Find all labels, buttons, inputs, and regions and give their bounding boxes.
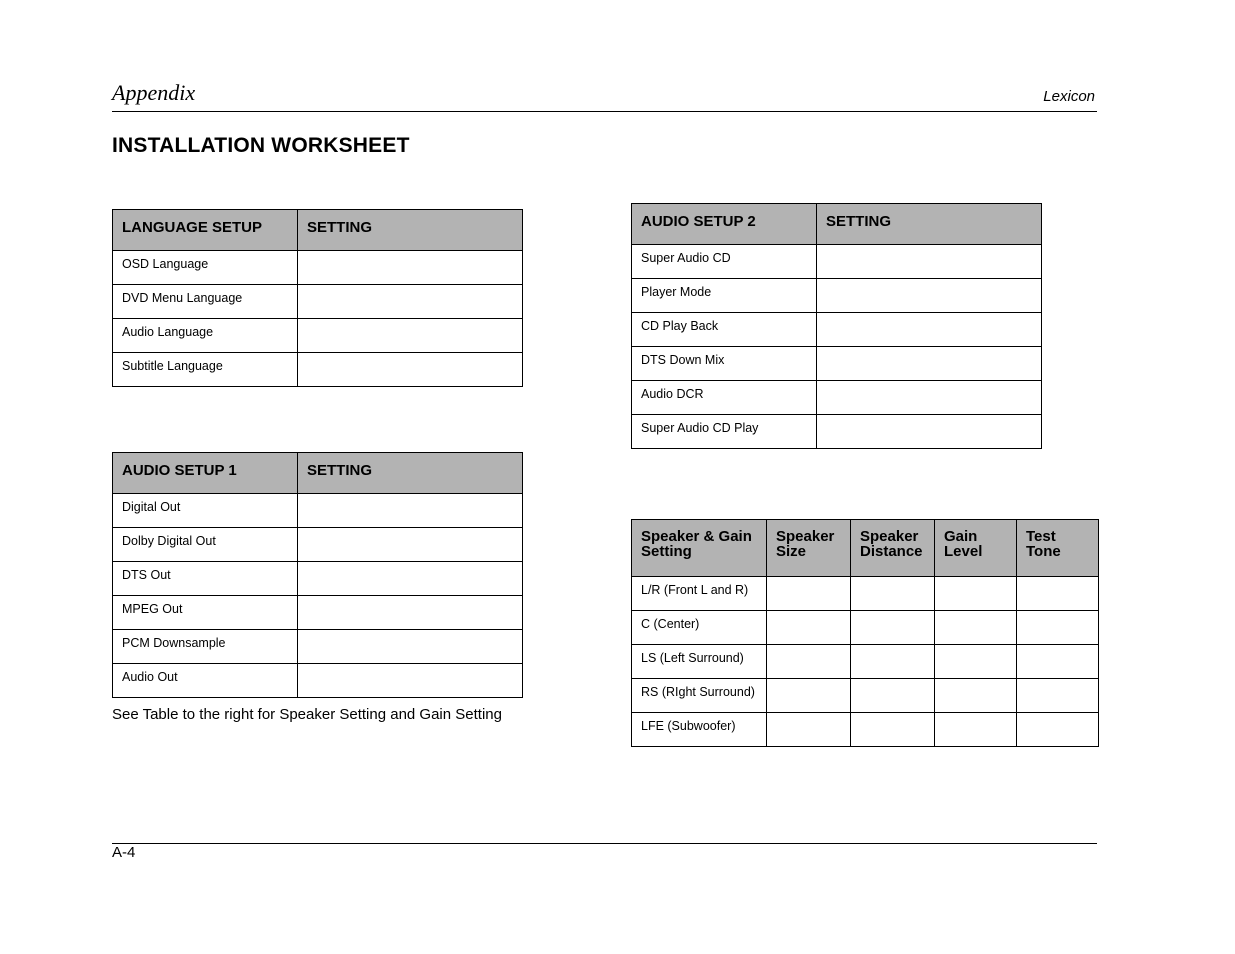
setting-cell[interactable] <box>817 381 1042 415</box>
table-row <box>632 347 1042 381</box>
table-row <box>632 645 1099 679</box>
setting-cell[interactable] <box>298 353 523 387</box>
setting-cell[interactable] <box>817 245 1042 279</box>
row-label: Super Audio CD <box>632 245 817 279</box>
value-cell[interactable] <box>935 713 1017 747</box>
table-row <box>113 664 523 698</box>
value-cell[interactable] <box>935 679 1017 713</box>
row-label: Subtitle Language <box>113 353 298 387</box>
value-cell[interactable] <box>851 611 935 645</box>
row-label: LS (Left Surround) <box>632 645 767 679</box>
value-cell[interactable] <box>935 645 1017 679</box>
row-label: Player Mode <box>632 279 817 313</box>
column-header: Speaker Distance <box>851 520 935 577</box>
setting-cell[interactable] <box>298 596 523 630</box>
row-label: MPEG Out <box>113 596 298 630</box>
table-row <box>113 494 523 528</box>
value-cell[interactable] <box>767 679 851 713</box>
column-header: Speaker Size <box>767 520 851 577</box>
column-header: Gain Level <box>935 520 1017 577</box>
column-header: SETTING <box>817 204 1042 245</box>
column-header: SETTING <box>298 210 523 251</box>
value-cell[interactable] <box>935 577 1017 611</box>
row-label: C (Center) <box>632 611 767 645</box>
value-cell[interactable] <box>851 713 935 747</box>
table-row <box>113 353 523 387</box>
setting-cell[interactable] <box>298 528 523 562</box>
audio-setup-1-table <box>112 452 523 698</box>
value-cell[interactable] <box>851 679 935 713</box>
table-row <box>632 577 1099 611</box>
table-row <box>632 313 1042 347</box>
footer-rule <box>112 843 1097 844</box>
column-header: SETTING <box>298 453 523 494</box>
value-cell[interactable] <box>851 645 935 679</box>
column-header: Speaker & Gain Setting <box>632 520 767 577</box>
row-label: Audio DCR <box>632 381 817 415</box>
page-number: A-4 <box>112 844 136 861</box>
value-cell[interactable] <box>767 577 851 611</box>
row-label: LFE (Subwoofer) <box>632 713 767 747</box>
value-cell[interactable] <box>851 577 935 611</box>
row-label: RS (RIght Surround) <box>632 679 767 713</box>
table-row <box>113 596 523 630</box>
setting-cell[interactable] <box>817 279 1042 313</box>
value-cell[interactable] <box>1017 713 1099 747</box>
setting-cell[interactable] <box>298 285 523 319</box>
setting-cell[interactable] <box>298 494 523 528</box>
brand-name: Lexicon <box>1043 88 1095 105</box>
table-row <box>113 251 523 285</box>
value-cell[interactable] <box>767 611 851 645</box>
audio-setup-2-table <box>631 203 1042 449</box>
page-title: INSTALLATION WORKSHEET <box>112 134 410 157</box>
section-title: Appendix <box>112 80 196 105</box>
table-row <box>632 415 1042 449</box>
column-header: AUDIO SETUP 2 <box>632 204 817 245</box>
table-row <box>632 611 1099 645</box>
setting-cell[interactable] <box>298 630 523 664</box>
value-cell[interactable] <box>1017 611 1099 645</box>
column-header: Test Tone <box>1017 520 1099 577</box>
speaker-note: See Table to the right for Speaker Setting and Gain Setting <box>112 706 502 723</box>
column-header: AUDIO SETUP 1 <box>113 453 298 494</box>
row-label: PCM Downsample <box>113 630 298 664</box>
row-label: Audio Language <box>113 319 298 353</box>
row-label: DVD Menu Language <box>113 285 298 319</box>
table-row <box>632 381 1042 415</box>
setting-cell[interactable] <box>298 562 523 596</box>
row-label: DTS Down Mix <box>632 347 817 381</box>
setting-cell[interactable] <box>817 313 1042 347</box>
table-row <box>113 562 523 596</box>
column-header: LANGUAGE SETUP <box>113 210 298 251</box>
table-row <box>113 319 523 353</box>
setting-cell[interactable] <box>817 347 1042 381</box>
table-row <box>113 528 523 562</box>
row-label: Dolby Digital Out <box>113 528 298 562</box>
row-label: OSD Language <box>113 251 298 285</box>
table-row <box>113 285 523 319</box>
table-row <box>113 630 523 664</box>
value-cell[interactable] <box>767 645 851 679</box>
header-rule <box>112 111 1097 112</box>
table-row <box>632 279 1042 313</box>
table-row <box>632 679 1099 713</box>
value-cell[interactable] <box>935 611 1017 645</box>
value-cell[interactable] <box>1017 577 1099 611</box>
row-label: L/R (Front L and R) <box>632 577 767 611</box>
row-label: Super Audio CD Play <box>632 415 817 449</box>
setting-cell[interactable] <box>298 664 523 698</box>
speaker-gain-table <box>631 519 1099 747</box>
value-cell[interactable] <box>1017 645 1099 679</box>
value-cell[interactable] <box>1017 679 1099 713</box>
setting-cell[interactable] <box>817 415 1042 449</box>
value-cell[interactable] <box>767 713 851 747</box>
table-row <box>632 713 1099 747</box>
row-label: Audio Out <box>113 664 298 698</box>
row-label: DTS Out <box>113 562 298 596</box>
row-label: CD Play Back <box>632 313 817 347</box>
setting-cell[interactable] <box>298 319 523 353</box>
row-label: Digital Out <box>113 494 298 528</box>
language-setup-table <box>112 209 523 387</box>
setting-cell[interactable] <box>298 251 523 285</box>
table-row <box>632 245 1042 279</box>
